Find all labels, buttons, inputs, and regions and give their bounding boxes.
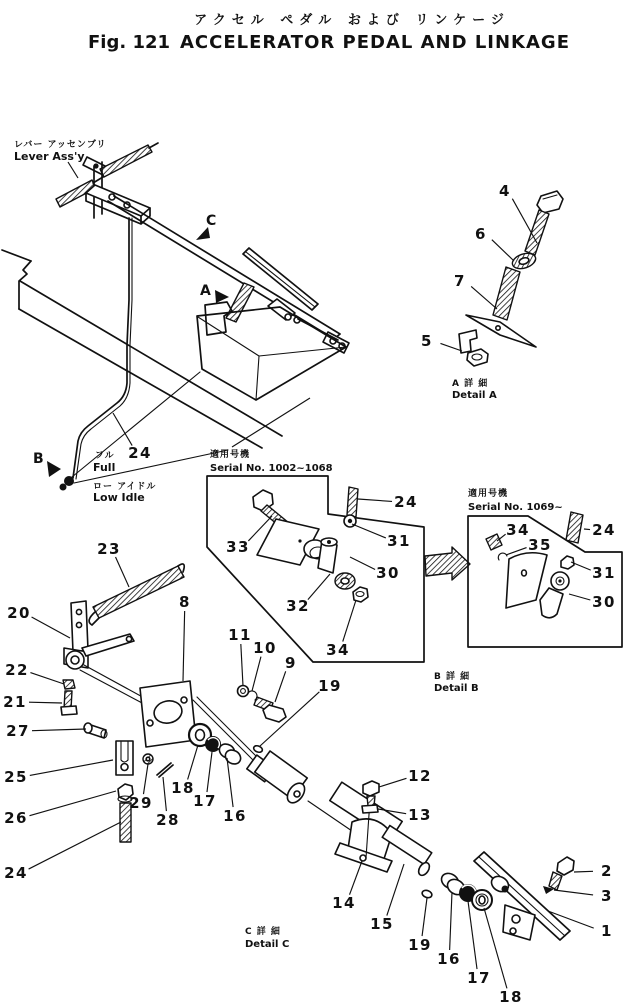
callout-10: 10 bbox=[253, 639, 277, 657]
serial-box-2-label-en: Serial No. 1069~ bbox=[468, 502, 563, 513]
serial-box-2-label-jp: 適用号機 bbox=[468, 489, 509, 499]
callout-16: 16 bbox=[223, 807, 247, 825]
pedal-assembly-bottom bbox=[439, 852, 574, 940]
detail-a-label-jp: A 詳 細 bbox=[452, 379, 489, 389]
callout-27: 27 bbox=[6, 722, 30, 740]
page-title-english: ACCELERATOR PEDAL AND LINKAGE bbox=[180, 32, 570, 53]
leader-line-16 bbox=[450, 892, 452, 950]
leader-line-25 bbox=[30, 760, 113, 775]
leader-line-10 bbox=[252, 657, 261, 691]
leader-line-11 bbox=[241, 644, 243, 686]
callout-25: 25 bbox=[4, 768, 28, 786]
arrow-b-icon bbox=[47, 461, 61, 477]
leader-line-5 bbox=[440, 343, 462, 351]
leader-line-17 bbox=[207, 752, 212, 792]
leader-line-19 bbox=[422, 898, 427, 936]
low-idle-label-jp: ロー アイドル bbox=[93, 482, 157, 492]
callout-18: 18 bbox=[171, 779, 195, 797]
leader-line-28 bbox=[163, 777, 166, 811]
leader-line-15 bbox=[387, 864, 404, 916]
detail-b-label-jp: B 詳 細 bbox=[434, 672, 471, 682]
callout-21: 21 bbox=[3, 693, 27, 711]
callout-6: 6 bbox=[475, 225, 487, 243]
callout-34: 34 bbox=[506, 521, 530, 539]
callout-8: 8 bbox=[179, 593, 191, 611]
callout-3: 3 bbox=[601, 887, 613, 905]
callout-24: 24 bbox=[592, 521, 616, 539]
leader-line-29 bbox=[143, 764, 148, 794]
callout-15: 15 bbox=[370, 915, 394, 933]
leader-line-14 bbox=[350, 861, 362, 895]
figure-number: Fig. 121 bbox=[88, 32, 171, 53]
detail-b-label-en: Detail B bbox=[434, 683, 479, 694]
leader-line-7 bbox=[471, 286, 497, 309]
leader-line-32 bbox=[308, 574, 330, 600]
replace-arrow bbox=[425, 547, 470, 580]
leader-line-27 bbox=[32, 729, 86, 731]
callout-1: 1 bbox=[601, 922, 613, 940]
callout-32: 32 bbox=[286, 597, 310, 615]
callout-35: 35 bbox=[528, 536, 552, 554]
accelerator-pedal-top bbox=[205, 248, 338, 340]
leader-line-31 bbox=[352, 524, 386, 538]
callout-17: 17 bbox=[467, 969, 491, 987]
detail-a-label-en: Detail A bbox=[452, 390, 497, 401]
callout-24: 24 bbox=[394, 493, 418, 511]
callout-31: 31 bbox=[387, 532, 411, 550]
callout-26: 26 bbox=[4, 809, 28, 827]
lever-assy-label-en: Lever Ass'y bbox=[14, 150, 85, 163]
marker-c-label: C bbox=[206, 213, 217, 229]
full-label-jp: フル bbox=[95, 451, 115, 461]
callout-24: 24 bbox=[4, 864, 28, 882]
lever-assy-label-jp: レバー アッセンブリ bbox=[14, 140, 107, 150]
serial-box-1-label-en: Serial No. 1002~1068 bbox=[210, 463, 333, 474]
callout-33: 33 bbox=[226, 538, 250, 556]
leader-line-26 bbox=[30, 791, 116, 816]
detail-c-label-en: Detail C bbox=[245, 939, 290, 950]
leader-line-24 bbox=[584, 529, 590, 530]
marker-arrows bbox=[47, 227, 229, 477]
callout-22: 22 bbox=[5, 661, 29, 679]
leader-line-3 bbox=[554, 890, 593, 895]
pedal-wedge-bracket bbox=[197, 307, 346, 400]
full-label-en: Full bbox=[93, 461, 116, 474]
callout-31: 31 bbox=[592, 564, 616, 582]
callout-18: 18 bbox=[499, 988, 523, 1004]
low-idle-label-en: Low Idle bbox=[93, 491, 145, 504]
control-shaft bbox=[108, 196, 349, 353]
leader-line-16 bbox=[227, 758, 233, 807]
leader-line-12 bbox=[379, 778, 406, 787]
leader-line-21 bbox=[29, 702, 62, 703]
callout-5: 5 bbox=[421, 332, 433, 350]
leader-line-9 bbox=[275, 671, 286, 702]
callout-2: 2 bbox=[601, 862, 613, 880]
callout-4: 4 bbox=[499, 182, 511, 200]
leader-line-6 bbox=[492, 240, 514, 261]
floor-panel bbox=[2, 250, 282, 448]
leader-line-1 bbox=[548, 911, 594, 928]
arrow-a-icon bbox=[215, 290, 229, 303]
serial-box-1-label-jp: 適用号機 bbox=[210, 450, 251, 460]
callout-28: 28 bbox=[156, 811, 180, 829]
detail-a-parts bbox=[459, 191, 563, 366]
leader-line-22 bbox=[30, 673, 64, 684]
callout-17: 17 bbox=[193, 792, 217, 810]
leader-line-20 bbox=[32, 617, 70, 638]
callout-29: 29 bbox=[129, 794, 153, 812]
leader-line-34 bbox=[343, 600, 356, 642]
callout-30: 30 bbox=[592, 593, 616, 611]
callout-20: 20 bbox=[7, 604, 31, 622]
leader-line-4 bbox=[512, 199, 537, 243]
leader-line-24 bbox=[358, 499, 392, 501]
callout-34: 34 bbox=[326, 641, 350, 659]
callout-24: 24 bbox=[128, 444, 152, 462]
callout-12: 12 bbox=[408, 767, 432, 785]
leader-line-30 bbox=[350, 557, 375, 570]
lower-linkage bbox=[247, 751, 433, 899]
callout-23: 23 bbox=[97, 540, 121, 558]
detail-c-label-jp: C 詳 細 bbox=[245, 927, 281, 937]
callout-19: 19 bbox=[318, 677, 342, 695]
leader-line-31 bbox=[571, 562, 591, 570]
leader-line-8 bbox=[183, 611, 185, 681]
leader-line-18 bbox=[188, 745, 198, 780]
leader-line-24 bbox=[29, 822, 121, 869]
callout-9: 9 bbox=[285, 654, 297, 672]
marker-b-label: B bbox=[33, 451, 44, 467]
callout-13: 13 bbox=[408, 806, 432, 824]
leader-line-23 bbox=[116, 557, 129, 587]
leader-line-2 bbox=[574, 871, 593, 872]
marker-a-label: A bbox=[200, 283, 211, 299]
callout-7: 7 bbox=[454, 272, 466, 290]
callout-16: 16 bbox=[437, 950, 461, 968]
leader-line-17 bbox=[468, 901, 477, 969]
page-title-japanese: アクセル ペダル および リンケージ bbox=[194, 13, 510, 28]
callout-11: 11 bbox=[228, 626, 252, 644]
callout-30: 30 bbox=[376, 564, 400, 582]
callout-19: 19 bbox=[408, 936, 432, 954]
callout-14: 14 bbox=[332, 894, 356, 912]
leader-line-30 bbox=[569, 594, 590, 600]
